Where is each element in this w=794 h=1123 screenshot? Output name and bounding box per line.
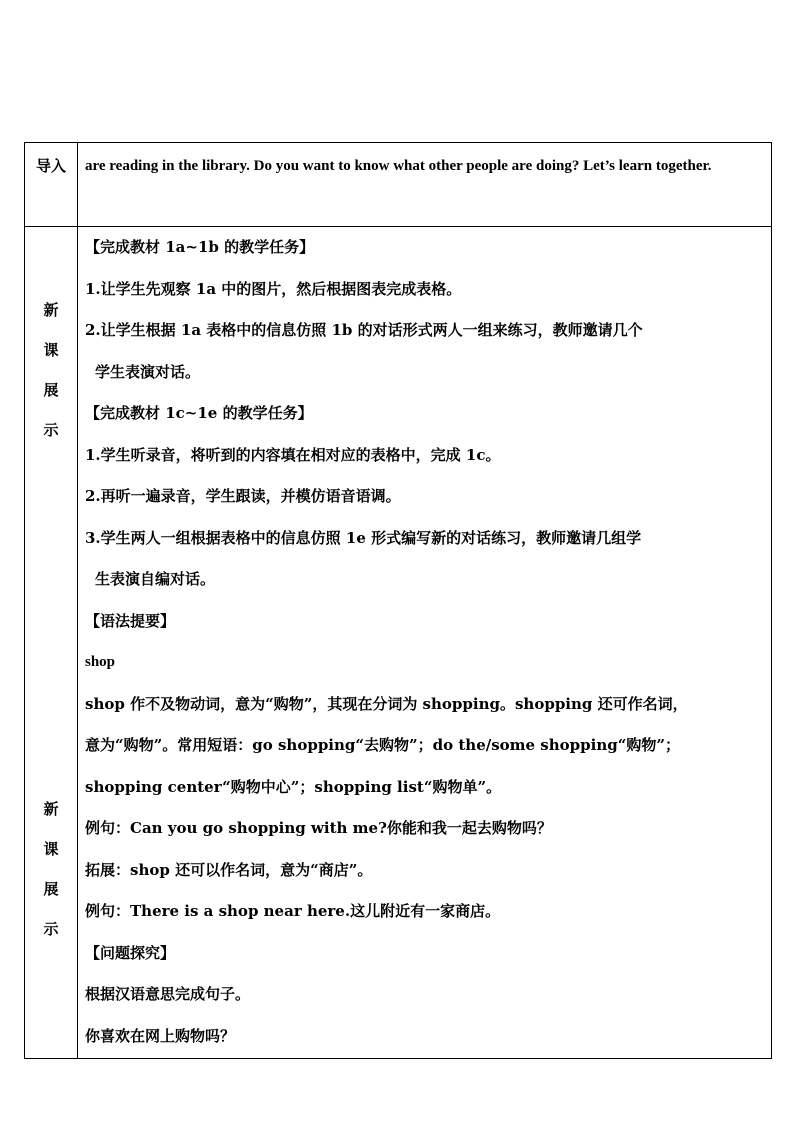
task1-item2: 2.让学生根据 1a 表格中的信息仿照 1b 的对话形式两人一组来练习，教师邀请几个 <box>85 321 643 339</box>
new-lesson-content-cell <box>78 227 772 1059</box>
task2-item3-cont: 生表演自编对话。 <box>95 570 216 588</box>
section-label-char: 新 <box>43 301 59 319</box>
question-instruction: 根据汉语意思完成句子。 <box>85 985 251 1003</box>
extension-note: 拓展：shop 还可以作名词，意为“商店”。 <box>85 860 373 879</box>
grammar-paragraph-2: 意为“购物”。常用短语：go shopping“去购物”；do the/some shopping“购物”； <box>85 736 680 754</box>
intro-content-cell <box>78 143 772 227</box>
task2-item1: 1.学生听录音，将听到的内容填在相对应的表格中，完成 1c。 <box>85 445 501 464</box>
example-sentence-1: 例句：Can you go shopping with me?你能和我一起去购物吗？ <box>85 819 552 837</box>
task1-title: 【完成教材 1a~1b 的教学任务】 <box>85 238 315 256</box>
section-label-cell <box>25 227 78 1059</box>
section-label-char: 展 <box>43 880 59 898</box>
task2-title: 【完成教材 1c~1e 的教学任务】 <box>85 404 313 422</box>
section-label-char: 示 <box>43 920 59 938</box>
section-label-bottom <box>25 789 77 949</box>
grammar-word: shop <box>85 654 116 670</box>
section-label-char: 示 <box>43 421 59 439</box>
section-label-char: 新 <box>43 800 59 818</box>
question-item: 你喜欢在网上购物吗？ <box>85 1026 236 1045</box>
task1-item2-cont: 学生表演对话。 <box>95 362 201 381</box>
example-sentence-2: 例句：There is a shop near here.这儿附近有一家商店。 <box>85 902 501 920</box>
section-label-char: 课 <box>43 341 59 359</box>
section-label-char: 展 <box>43 381 59 399</box>
lesson-plan-table <box>24 142 772 1059</box>
intro-label: 导入 <box>35 157 66 175</box>
new-lesson-row <box>25 227 772 1059</box>
intro-row <box>25 143 772 227</box>
task2-item2: 2.再听一遍录音，学生跟读，并模仿语音语调。 <box>85 487 401 505</box>
section-label-top <box>25 290 77 450</box>
grammar-paragraph-3: shopping center“购物中心”；shopping list“购物单”。 <box>85 777 502 796</box>
task2-item3: 3.学生两人一组根据表格中的信息仿照 1e 形式编写新的对话练习，教师邀请几组学 <box>85 528 642 547</box>
grammar-paragraph-1: shop 作不及物动词，意为“购物”，其现在分词为 shopping。shopping 还可作名词， <box>85 694 688 713</box>
intro-label-cell <box>25 143 78 227</box>
intro-text: are reading in the library. Do you want to know what other people are doing? Let’s learn together. <box>85 158 712 174</box>
task1-item1: 1.让学生先观察 1a 中的图片，然后根据图表完成表格。 <box>85 279 462 298</box>
question-title: 【问题探究】 <box>85 943 176 962</box>
section-label-char: 课 <box>43 840 59 858</box>
grammar-title: 【语法提要】 <box>85 611 176 630</box>
